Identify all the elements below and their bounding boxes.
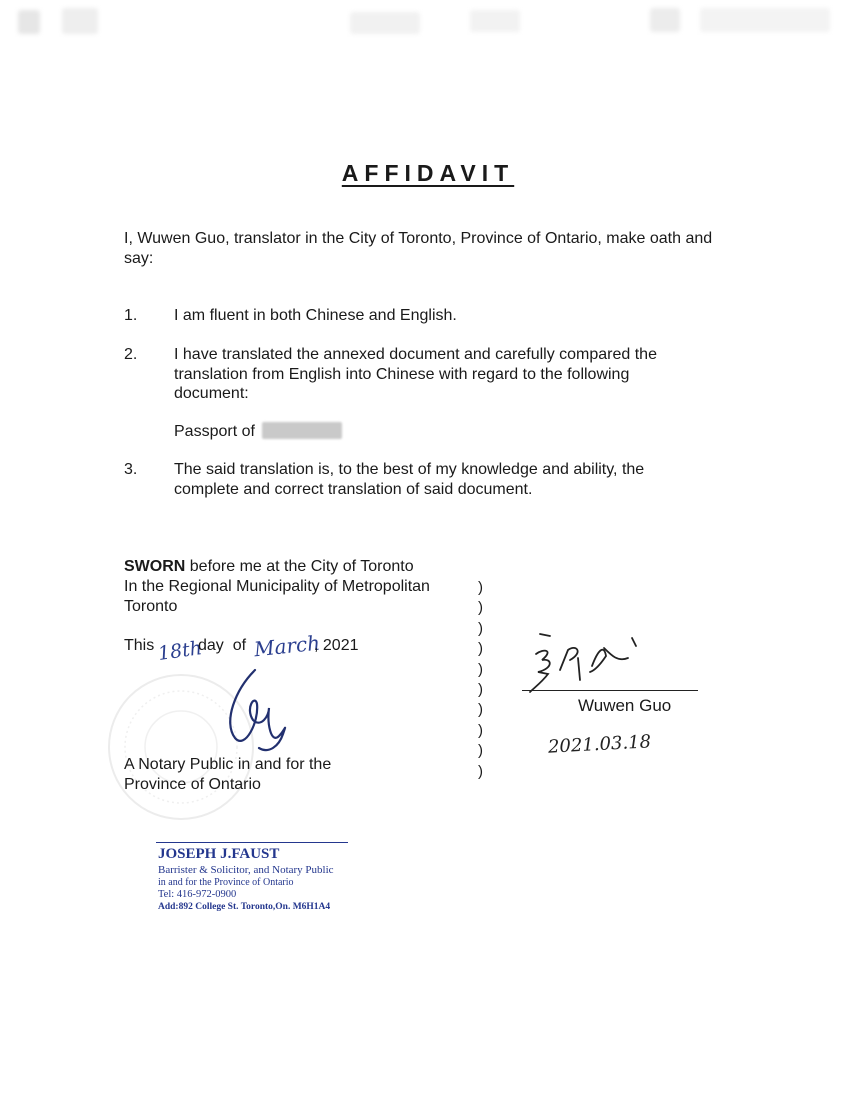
notary-line-1: A Notary Public in and for the — [124, 756, 332, 773]
handwritten-day: 18th — [156, 637, 204, 665]
blurred-header-mark-4 — [470, 10, 520, 32]
stamp-line-1: Barrister & Solicitor, and Notary Public — [158, 864, 334, 876]
translator-signature — [520, 626, 660, 696]
closing-bracket: ) — [478, 721, 483, 739]
blurred-header-mark-5 — [650, 8, 680, 32]
sworn-line-1-rest: before me at the City of Toronto — [185, 558, 414, 575]
closing-bracket: ) — [478, 599, 483, 617]
closing-brackets — [478, 578, 483, 782]
closing-bracket: ) — [478, 619, 483, 637]
sworn-line-2: In the Regional Municipality of Metropolitan — [124, 578, 430, 595]
passport-name-redaction — [262, 422, 342, 439]
closing-bracket: ) — [478, 640, 483, 658]
sworn-line-3: Toronto — [124, 598, 178, 615]
intro-paragraph: I, Wuwen Guo, translator in the City of Toronto, Province of Ontario, make oath and say: — [124, 230, 713, 267]
document-title: AFFIDAVIT — [341, 160, 515, 186]
year-label: , 2021 — [314, 637, 359, 654]
notary-line-2: Province of Ontario — [124, 776, 261, 793]
closing-bracket: ) — [478, 701, 483, 719]
item-number-1: 1. — [124, 307, 138, 324]
stamp-top-rule — [156, 842, 348, 843]
stamp-line-2: in and for the Province of Ontario — [158, 877, 294, 888]
handwritten-month: March — [252, 630, 322, 662]
passport-label: Passport of — [174, 423, 255, 440]
item-text-1: I am fluent in both Chinese and English. — [174, 307, 457, 324]
signature-line — [522, 690, 698, 691]
closing-bracket: ) — [478, 681, 483, 699]
stamp-name: JOSEPH J.FAUST — [158, 846, 280, 862]
item-number-2: 2. — [124, 346, 138, 363]
blurred-header-mark-1 — [18, 10, 40, 34]
translator-name: Wuwen Guo — [578, 696, 672, 715]
closing-bracket: ) — [478, 660, 483, 678]
handwritten-signature-date: 2021.03.18 — [547, 731, 652, 758]
day-of-label: day of — [198, 637, 247, 654]
item-text-2: I have translated the annexed document and carefully compared the translation from English into Chinese with regard to the following document: — [174, 346, 657, 402]
closing-bracket: ) — [478, 762, 483, 780]
item-text-3: The said translation is, to the best of my knowledge and ability, the complete and correct translation of said document. — [174, 461, 645, 498]
sworn-bold: SWORN — [124, 558, 186, 575]
blurred-header-mark-6 — [700, 8, 830, 32]
stamp-address: Add:892 College St. Toronto,On. M6H1A4 — [158, 902, 331, 912]
notary-signature — [205, 662, 305, 758]
sworn-line-1 — [124, 557, 414, 577]
blurred-header-mark-3 — [350, 12, 420, 34]
blurred-header-mark-2 — [62, 8, 98, 34]
item-number-3: 3. — [124, 461, 138, 478]
closing-bracket: ) — [478, 742, 483, 760]
this-label: This — [124, 637, 155, 654]
stamp-tel: Tel: 416-972-0900 — [158, 889, 237, 900]
closing-bracket: ) — [478, 579, 483, 596]
